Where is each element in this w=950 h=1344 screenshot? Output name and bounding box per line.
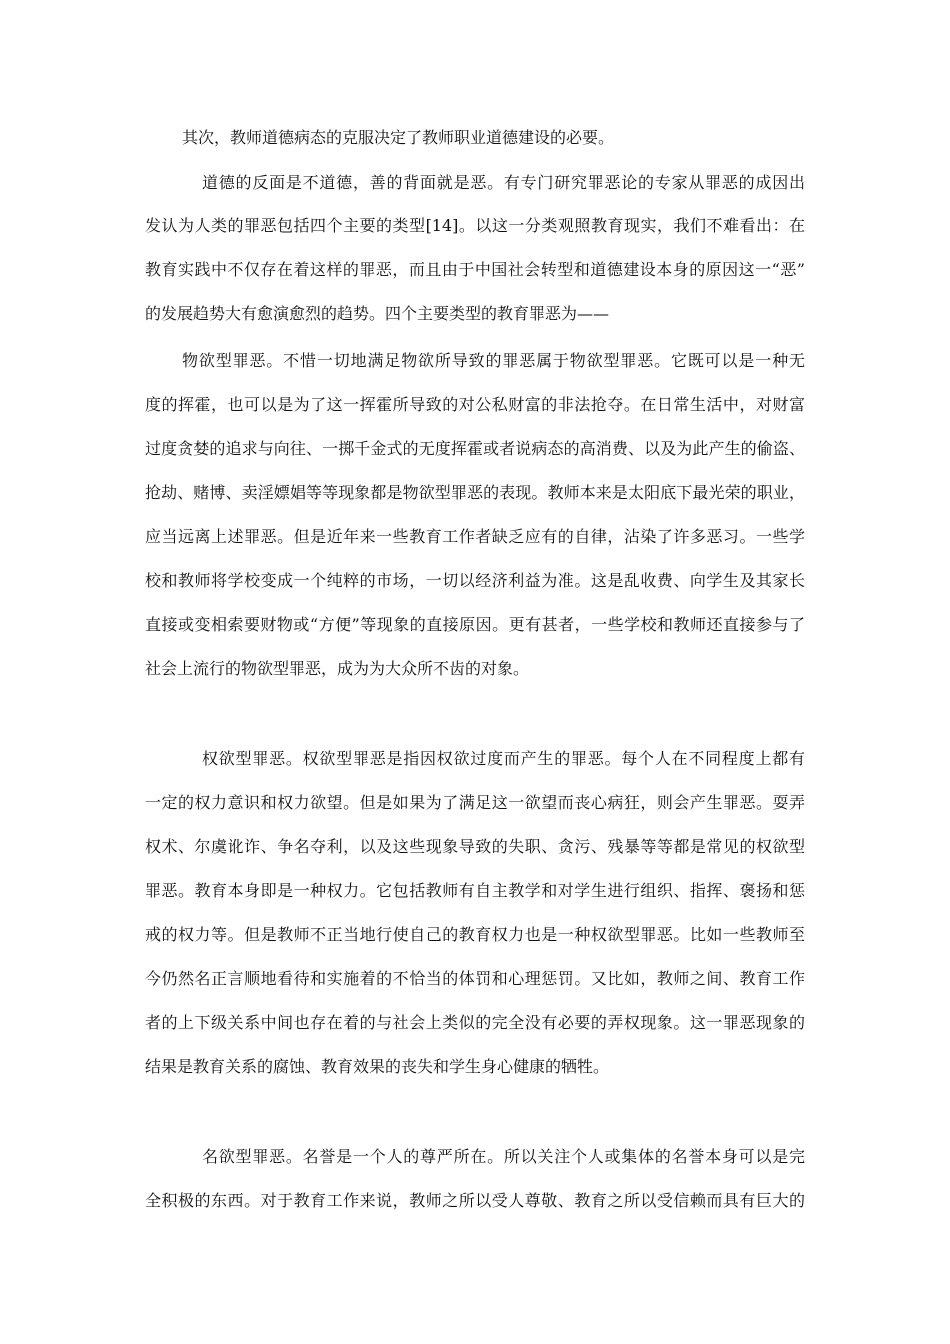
paragraph-line: 的发展趋势大有愈演愈烈的趋势。四个主要类型的教育罪恶为—— — [145, 304, 610, 323]
paragraph-line: 一定的权力意识和权力欲望。但是如果为了满足这一欲望而丧心病狂，则会产生罪恶。耍弄 — [145, 793, 805, 812]
paragraph-line: 结果是教育关系的腐蚀、教育效果的丧失和学生身心健康的牺牲。 — [145, 1057, 610, 1076]
paragraph-line: 戒的权力等。但是教师不正当地行使自己的教育权力也是一种权欲型罪恶。比如一些教师至 — [145, 925, 805, 944]
paragraph-line: 名欲型罪恶。名誉是一个人的尊严所在。所以关注个人或集体的名誉本身可以是完 — [202, 1147, 805, 1166]
paragraph-line: 应当远离上述罪恶。但是近年来一些教育工作者缺乏应有的自律，沾染了许多恶习。一些学 — [145, 527, 805, 546]
paragraph-line: 度的挥霍，也可以是为了这一挥霍所导致的对公私财富的非法抢夺。在日常生活中，对财富 — [145, 395, 805, 414]
paragraph-line: 权术、尔虞讹诈、争名夺利，以及这些现象导致的失职、贪污、残暴等等都是常见的权欲型 — [145, 837, 805, 856]
paragraph-line: 罪恶。教育本身即是一种权力。它包括教师有自主教学和对学生进行组织、指挥、褒扬和惩 — [145, 881, 805, 900]
paragraph-line: 其次，教师道德病态的克服决定了教师职业道德建设的必要。 — [182, 128, 615, 147]
paragraph-line: 校和教师将学校变成一个纯粹的市场，一切以经济利益为准。这是乱收费、向学生及其家长 — [145, 571, 805, 590]
paragraph-line: 今仍然名正言顺地看待和实施着的不恰当的体罚和心理惩罚。又比如，教师之间、教育工作 — [145, 969, 805, 988]
paragraph-line: 者的上下级关系中间也存在着的与社会上类似的完全没有必要的弄权现象。这一罪恶现象的 — [145, 1013, 805, 1032]
paragraph-line: 教育实践中不仅存在着这样的罪恶，而且由于中国社会转型和道德建设本身的原因这一“恶” — [145, 260, 805, 279]
paragraph-line: 权欲型罪恶。权欲型罪恶是指因权欲过度而产生的罪恶。每个人在不同程度上都有 — [202, 749, 805, 768]
paragraph-line: 过度贪婪的追求与向往、一掷千金式的无度挥霍或者说病态的高消费、以及为此产生的偷盗、 — [145, 439, 805, 458]
paragraph-line: 发认为人类的罪恶包括四个主要的类型[14]。以这一分类观照教育现实，我们不难看出：在 — [145, 216, 805, 235]
paragraph-line: 道德的反面是不道德，善的背面就是恶。有专门研究罪恶论的专家从罪恶的成因出 — [202, 173, 805, 192]
paragraph-line: 物欲型罪恶。不惜一切地满足物欲所导致的罪恶属于物欲型罪恶。它既可以是一种无 — [182, 351, 805, 370]
paragraph-line: 抢劫、赌博、卖淫嫖娼等等现象都是物欲型罪恶的表现。教师本来是太阳底下最光荣的职业， — [145, 483, 805, 502]
paragraph-line: 直接或变相索要财物或“方便”等现象的直接原因。更有甚者，一些学校和教师还直接参与了 — [145, 615, 805, 634]
paragraph-line: 全积极的东西。对于教育工作来说，教师之所以受人尊敬、教育之所以受信赖而具有巨大的 — [145, 1191, 805, 1210]
paragraph-line: 社会上流行的物欲型罪恶，成为为大众所不齿的对象。 — [145, 659, 530, 678]
